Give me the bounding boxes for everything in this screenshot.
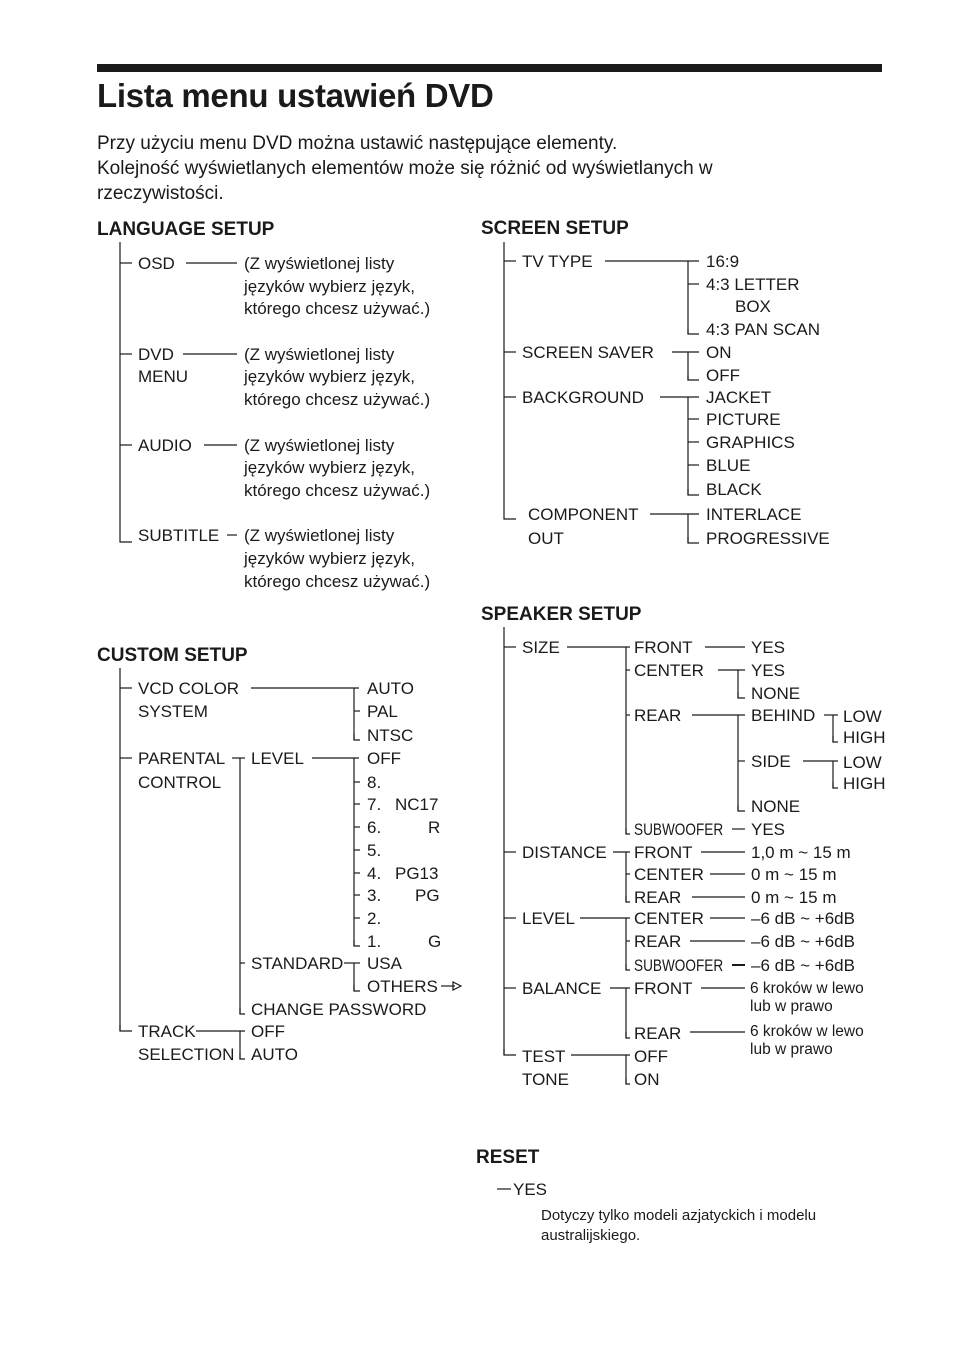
language-osd-note-3: którego chcesz używać.) — [244, 299, 431, 318]
custom-vcd-1: VCD COLOR — [138, 679, 240, 698]
balance-rear: REAR — [634, 1024, 682, 1043]
level-1-rating: G — [428, 932, 442, 951]
distance-center: CENTER — [634, 865, 704, 884]
language-dvd-menu-1: DVD — [138, 345, 174, 364]
language-osd: OSD — [138, 254, 175, 273]
background-picture: PICTURE — [706, 410, 781, 429]
screen-background: BACKGROUND — [522, 388, 644, 407]
language-audio-note-1: (Z wyświetlonej listy — [244, 436, 395, 455]
intro-line-2: Kolejność wyświetlanych elementów może się różnić od wyświetlanych w — [97, 158, 713, 179]
distance-center-range: 0 m ~ 15 m — [751, 865, 837, 884]
size-front-yes: YES — [751, 638, 786, 657]
screen-component-2: OUT — [528, 529, 564, 548]
standard-others: OTHERS — [367, 977, 438, 996]
level-subwoofer: SUBWOOFER — [634, 956, 724, 975]
balance-front: FRONT — [634, 979, 693, 998]
vcd-pal: PAL — [367, 702, 398, 721]
vcd-ntsc: NTSC — [367, 726, 414, 745]
language-setup-heading: LANGUAGE SETUP — [97, 219, 275, 240]
custom-setup-heading: CUSTOM SETUP — [97, 645, 248, 666]
level-2: 2. — [367, 909, 382, 928]
level-3: 3. — [367, 886, 382, 905]
language-subtitle-note-2: języków wybierz język, — [244, 549, 415, 568]
custom-parental-1: PARENTAL — [138, 749, 226, 768]
level-center-range: –6 dB ~ +6dB — [751, 909, 855, 928]
page-title: Lista menu ustawień DVD — [97, 77, 494, 114]
language-osd-note-1: (Z wyświetlonej listy — [244, 254, 395, 273]
intro-line-1: Przy użyciu menu DVD można ustawić następujące elementy. — [97, 133, 618, 154]
balance-rear-note-1: 6 kroków w lewo — [750, 1023, 864, 1040]
rear-side: SIDE — [751, 752, 791, 771]
language-dvd-menu-2: MENU — [138, 367, 189, 386]
behind-high: HIGH — [843, 728, 886, 747]
level-6-rating: R — [428, 818, 441, 837]
tv-option-letter: 4:3 LETTER — [706, 275, 800, 294]
tv-option-pan-scan: 4:3 PAN SCAN — [706, 320, 821, 339]
background-blue: BLUE — [706, 456, 751, 475]
rear-none: NONE — [751, 797, 801, 816]
intro-line-3: rzeczywistości. — [97, 183, 224, 204]
custom-vcd-2: SYSTEM — [138, 702, 208, 721]
component-progressive: PROGRESSIVE — [706, 529, 830, 548]
reset-note-1: Dotyczy tylko modeli azjatyckich i modelu — [541, 1207, 817, 1224]
level-1: 1. — [367, 932, 382, 951]
level-8: 8. — [367, 773, 382, 792]
screen-component-1: COMPONENT — [528, 505, 639, 524]
distance-rear-range: 0 m ~ 15 m — [751, 888, 837, 907]
reset-note-2: australijskiego. — [541, 1227, 641, 1244]
subwoofer-yes: YES — [751, 820, 786, 839]
language-dvd-menu-note-1: (Z wyświetlonej listy — [244, 345, 395, 364]
background-jacket: JACKET — [706, 388, 772, 407]
custom-track-1: TRACK — [138, 1022, 196, 1041]
track-auto: AUTO — [251, 1045, 298, 1064]
custom-parental-2: CONTROL — [138, 773, 222, 792]
size-center: CENTER — [634, 661, 704, 680]
component-interlace: INTERLACE — [706, 505, 802, 524]
level-subwoofer-range: –6 dB ~ +6dB — [751, 956, 855, 975]
distance-front-range: 1,0 m ~ 15 m — [751, 843, 851, 862]
speaker-balance: BALANCE — [522, 979, 602, 998]
tv-option-letter-box: BOX — [735, 297, 771, 316]
parental-standard: STANDARD — [251, 954, 344, 973]
level-rear: REAR — [634, 932, 682, 951]
standard-usa: USA — [367, 954, 402, 973]
language-subtitle-note-3: którego chcesz używać.) — [244, 572, 431, 591]
language-dvd-menu-note-2: języków wybierz język, — [244, 367, 415, 386]
test-off: OFF — [634, 1047, 668, 1066]
language-dvd-menu-note-3: którego chcesz używać.) — [244, 390, 431, 409]
parental-change-password: CHANGE PASSWORD — [251, 1000, 427, 1019]
track-off: OFF — [251, 1022, 285, 1041]
speaker-size: SIZE — [522, 638, 560, 657]
balance-rear-note-2: lub w prawo — [750, 1041, 833, 1058]
language-osd-note-2: języków wybierz język, — [244, 277, 415, 296]
level-rear-range: –6 dB ~ +6dB — [751, 932, 855, 951]
behind-low: LOW — [843, 707, 882, 726]
level-4-rating: PG13 — [395, 864, 439, 883]
level-5: 5. — [367, 841, 382, 860]
screen-saver: SCREEN SAVER — [522, 343, 654, 362]
size-rear: REAR — [634, 706, 682, 725]
rear-behind: BEHIND — [751, 706, 816, 725]
level-off: OFF — [367, 749, 401, 768]
distance-front: FRONT — [634, 843, 693, 862]
saver-on: ON — [706, 343, 732, 362]
balance-front-note-1: 6 kroków w lewo — [750, 980, 864, 997]
side-high: HIGH — [843, 774, 886, 793]
level-3-rating: PG — [415, 886, 440, 905]
distance-rear: REAR — [634, 888, 682, 907]
parental-level: LEVEL — [251, 749, 304, 768]
custom-track-2: SELECTION — [138, 1045, 235, 1064]
reset-yes: YES — [513, 1180, 548, 1199]
saver-off: OFF — [706, 366, 740, 385]
screen-tv-type: TV TYPE — [522, 252, 593, 271]
tv-option-16-9: 16:9 — [706, 252, 740, 271]
level-7-rating: NC17 — [395, 795, 439, 814]
vcd-auto: AUTO — [367, 679, 414, 698]
size-front: FRONT — [634, 638, 693, 657]
screen-setup-heading: SCREEN SETUP — [481, 218, 629, 239]
speaker-test-1: TEST — [522, 1047, 566, 1066]
test-on: ON — [634, 1070, 660, 1089]
language-subtitle: SUBTITLE — [138, 526, 220, 545]
background-black: BLACK — [706, 480, 762, 499]
language-audio-note-3: którego chcesz używać.) — [244, 481, 431, 500]
level-6: 6. — [367, 818, 382, 837]
speaker-level: LEVEL — [522, 909, 575, 928]
level-7: 7. — [367, 795, 382, 814]
balance-front-note-2: lub w prawo — [750, 998, 833, 1015]
language-audio-note-2: języków wybierz język, — [244, 458, 415, 477]
size-subwoofer: SUBWOOFER — [634, 820, 724, 839]
reset-heading: RESET — [476, 1147, 540, 1168]
level-center: CENTER — [634, 909, 704, 928]
speaker-test-2: TONE — [522, 1070, 569, 1089]
size-center-none: NONE — [751, 684, 801, 703]
size-center-yes: YES — [751, 661, 786, 680]
language-audio: AUDIO — [138, 436, 192, 455]
speaker-distance: DISTANCE — [522, 843, 607, 862]
side-low: LOW — [843, 753, 882, 772]
background-graphics: GRAPHICS — [706, 433, 795, 452]
speaker-setup-heading: SPEAKER SETUP — [481, 604, 642, 625]
level-4: 4. — [367, 864, 382, 883]
language-subtitle-note-1: (Z wyświetlonej listy — [244, 526, 395, 545]
